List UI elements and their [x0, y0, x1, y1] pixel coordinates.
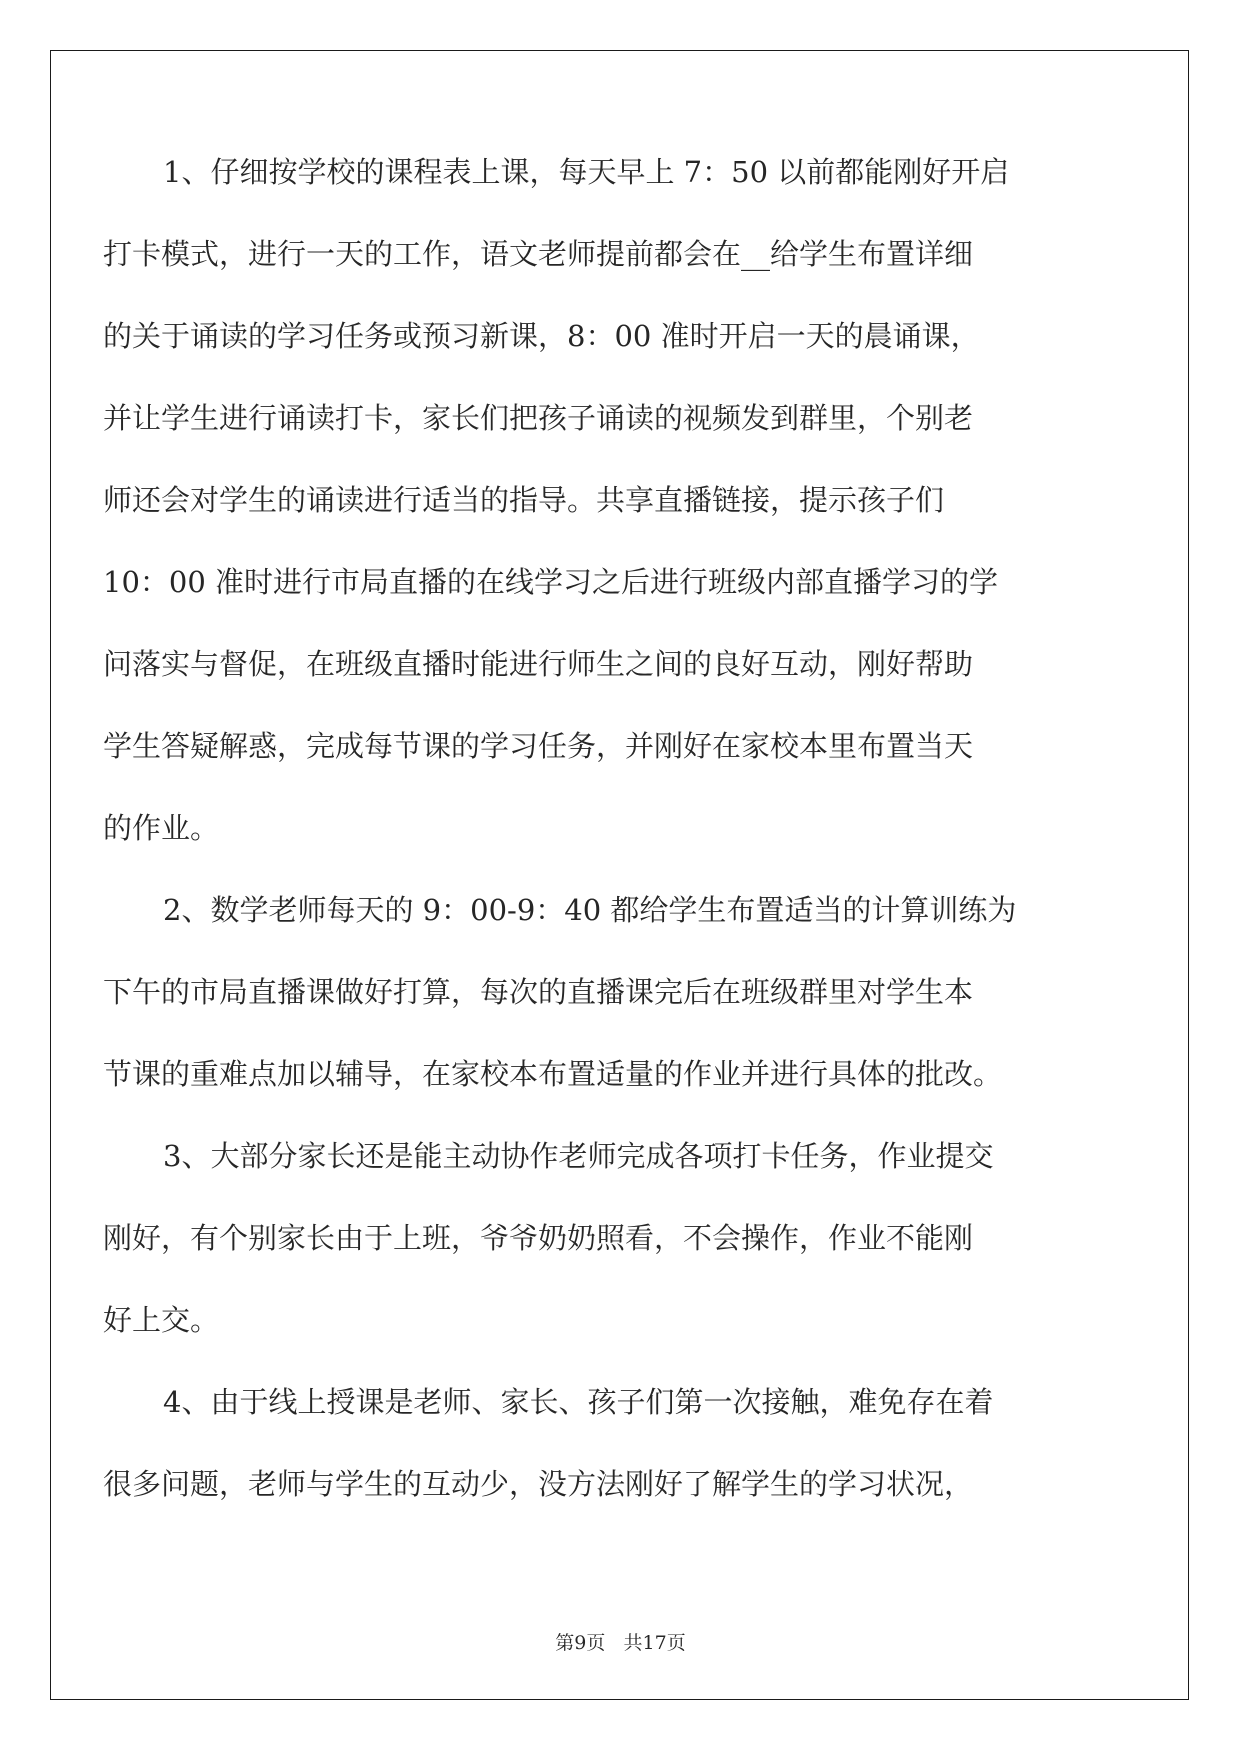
- paragraph-1-line-5: 师还会对学生的诵读进行适当的指导。共享直播链接，提示孩子们: [103, 483, 945, 517]
- paragraph-3-line-3: 好上交。: [103, 1303, 220, 1337]
- paragraph-2-line-2: 下午的市局直播课做好打算，每次的直播课完后在班级群里对学生本: [103, 975, 974, 1009]
- paragraph-1-line-1: 1、仔细按学校的课程表上课，每天早上 7：50 以前都能刚好开启: [163, 155, 1010, 189]
- paragraph-2-line-3: 节课的重难点加以辅导，在家校本布置适量的作业并进行具体的批改。: [103, 1057, 1003, 1091]
- paragraph-1-line-3: 的关于诵读的学习任务或预习新课，8：00 准时开启一天的晨诵课，: [103, 319, 980, 353]
- paragraph-2-line-1: 2、数学老师每天的 9：00-9：40 都给学生布置适当的计算训练为: [163, 893, 1017, 927]
- paragraph-1-line-4: 并让学生进行诵读打卡，家长们把孩子诵读的视频发到群里，个别老: [103, 401, 974, 435]
- page-footer: [0, 1628, 1241, 1655]
- page-number: 第9页: [555, 1632, 606, 1654]
- paragraph-4-line-2: 很多问题，老师与学生的互动少，没方法刚好了解学生的学习状况，: [103, 1467, 974, 1501]
- paragraph-1-line-6: 10：00 准时进行市局直播的在线学习之后进行班级内部直播学习的学: [103, 565, 999, 599]
- paragraph-4-line-1: 4、由于线上授课是老师、家长、孩子们第一次接触，难免存在着: [163, 1385, 994, 1419]
- paragraph-3-line-1: 3、大部分家长还是能主动协作老师完成各项打卡任务，作业提交: [163, 1139, 994, 1173]
- paragraph-1-line-9: 的作业。: [103, 811, 220, 845]
- paragraph-3-line-2: 刚好，有个别家长由于上班，爷爷奶奶照看，不会操作，作业不能刚: [103, 1221, 974, 1255]
- paragraph-1-line-2: 打卡模式，进行一天的工作，语文老师提前都会在__给学生布置详细: [103, 237, 974, 271]
- paragraph-1-line-8: 学生答疑解惑，完成每节课的学习任务，并刚好在家校本里布置当天: [103, 729, 974, 763]
- page-total: 共17页: [623, 1632, 686, 1654]
- paragraph-1-line-7: 问落实与督促，在班级直播时能进行师生之间的良好互动，刚好帮助: [103, 647, 974, 681]
- document-body: [103, 155, 1103, 1549]
